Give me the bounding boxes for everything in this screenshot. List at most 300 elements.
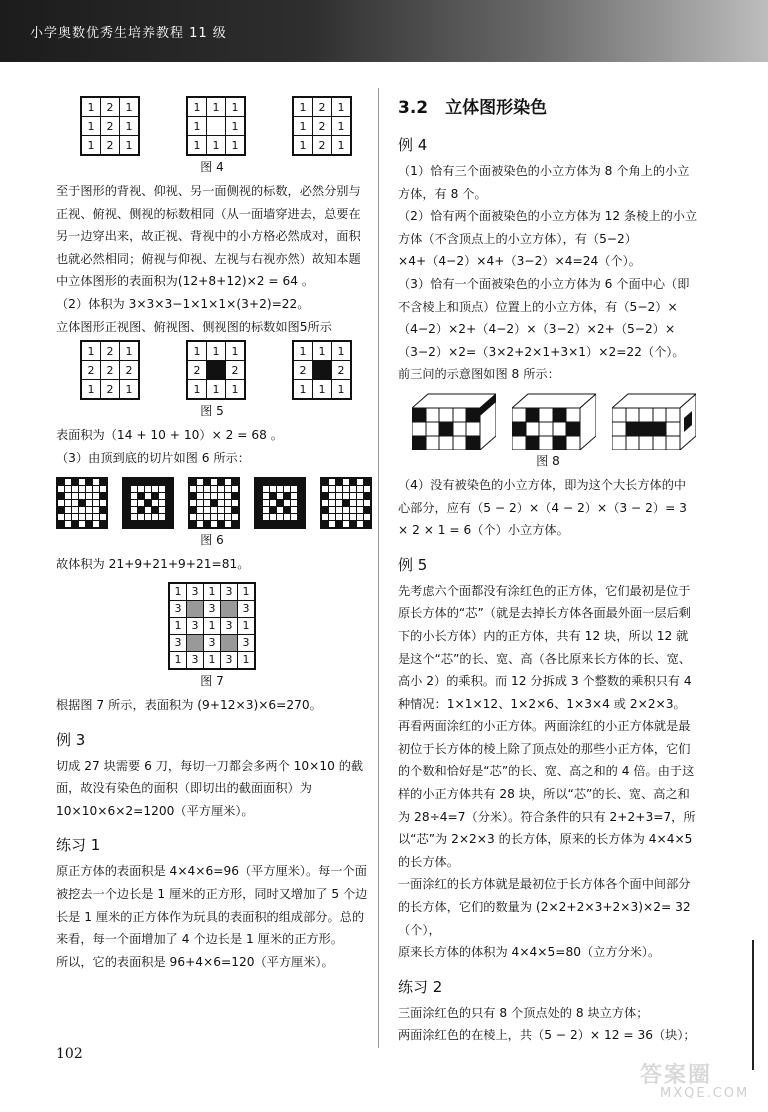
slice-cell (336, 514, 342, 520)
grid-cell: 1 (188, 117, 206, 135)
grid-cell: 1 (313, 380, 331, 398)
slice-cell (86, 514, 92, 520)
slice-cell (357, 507, 363, 513)
slice-cell (218, 493, 224, 499)
figure-4 (80, 96, 368, 156)
slice-cell (336, 500, 342, 506)
slice-cell (166, 493, 172, 499)
slice-cell (65, 521, 71, 527)
grid-cell: 2 (188, 361, 206, 379)
grid-cell: 2 (101, 117, 119, 135)
slice-cell (322, 514, 328, 520)
slice-cell (277, 514, 283, 520)
slice-cell (225, 500, 231, 506)
slice-cell (58, 507, 64, 513)
slice-cell (232, 521, 238, 527)
slice-cell (364, 500, 370, 506)
slice-cell (204, 479, 210, 485)
slice-cell (124, 521, 130, 527)
slice-cell (79, 500, 85, 506)
slice-cell (58, 479, 64, 485)
slice-cell (343, 521, 349, 527)
grid-cell: 1 (207, 380, 225, 398)
figure-5 (80, 340, 368, 400)
slice-cell (124, 493, 130, 499)
grid-cell: 1 (188, 136, 206, 154)
fig5-grid (292, 340, 352, 400)
paragraph: 原来长方体的体积为 4×4×5=80（立方分米）。 (398, 945, 661, 960)
slice-cell (343, 486, 349, 492)
slice-cell (93, 521, 99, 527)
slice-cell (190, 507, 196, 513)
grid-cell: 1 (226, 98, 244, 116)
grid-cell: 1 (188, 342, 206, 360)
slice-cell (86, 479, 92, 485)
slice-cell (322, 500, 328, 506)
slice-cell (270, 521, 276, 527)
slice-cell (263, 500, 269, 506)
slice-cell (211, 486, 217, 492)
paragraph: 立体图形正视图、俯视图、侧视图的标数如图5所示 (56, 319, 332, 334)
book-title: 小学奥数优秀生培养教程 11 级 (30, 26, 227, 41)
slice-grid (56, 477, 108, 529)
slice-cell (86, 500, 92, 506)
slice-cell (211, 507, 217, 513)
slice-cell (86, 493, 92, 499)
slice-cell (270, 493, 276, 499)
slice-cell (270, 507, 276, 513)
grid-cell: 1 (294, 98, 312, 116)
slice-cell (256, 493, 262, 499)
slice-cell (256, 514, 262, 520)
slice-cell (364, 507, 370, 513)
slice-cell (131, 493, 137, 499)
slice-cell (124, 507, 130, 513)
slice-cell (225, 493, 231, 499)
slice-cell (350, 500, 356, 506)
slice-cell (350, 486, 356, 492)
slice-cell (100, 500, 106, 506)
grid-cell: 2 (101, 342, 119, 360)
cuboid-diagram (512, 392, 596, 450)
slice-cell (298, 479, 304, 485)
paragraph: 表面积为（14 + 10 + 10）× 2 = 68 。 (56, 428, 283, 443)
slice-cell (322, 521, 328, 527)
slice-cell (218, 479, 224, 485)
slice-cell (336, 507, 342, 513)
cuboid-diagram (612, 392, 696, 450)
paragraph: （2）恰有两个面被染色的小立方体为 12 条棱上的小立方体（不含顶点上的小立方体），有（5−2）×4+（4−2）×4+（3−2）×4=24（个）。 (398, 209, 698, 269)
slice-cell (225, 507, 231, 513)
grid-cell (207, 361, 225, 379)
grid-cell: 1 (188, 380, 206, 398)
paragraph: 故体积为 21+9+21+9+21=81。 (56, 557, 250, 572)
slice-cell (79, 486, 85, 492)
grid-cell: 1 (332, 342, 350, 360)
slice-cell (225, 486, 231, 492)
slice-cell (131, 500, 137, 506)
slice-cell (124, 486, 130, 492)
fig4-grid (186, 96, 246, 156)
grid-cell: 2 (101, 136, 119, 154)
grid-cell (207, 117, 225, 135)
slice-cell (100, 521, 106, 527)
slice-cell (329, 500, 335, 506)
slice-cell (93, 507, 99, 513)
fig5-grid (80, 340, 140, 400)
grid-cell: 3 (221, 584, 237, 600)
grid-cell: 2 (313, 117, 331, 135)
grid-cell (187, 601, 203, 617)
slice-cell (58, 514, 64, 520)
right-column (398, 96, 698, 1047)
slice-cell (138, 500, 144, 506)
paragraph: （3）恰有一个面被染色的小立方体为 6 个面中心（即不含棱上和顶点）位置上的小立方体，有（5−2）×（4−2）×2+（4−2）×（3−2）×2+（5−2）×（3−2）×2=（3×2+2×1+3×1）×2=22（个）。 (398, 276, 690, 359)
slice-cell (131, 479, 137, 485)
slice-cell (357, 500, 363, 506)
slice-cell (232, 486, 238, 492)
fig4-grid (292, 96, 352, 156)
slice-cell (65, 514, 71, 520)
slice-cell (159, 521, 165, 527)
slice-cell (263, 486, 269, 492)
slice-cell (145, 493, 151, 499)
paragraph: 两面涂红色的在棱上，共（5 − 2）× 12 = 36（块）； (398, 1028, 696, 1043)
slice-cell (364, 493, 370, 499)
slice-cell (197, 493, 203, 499)
slice-cell (93, 514, 99, 520)
slice-cell (72, 507, 78, 513)
slice-grid (320, 477, 372, 529)
slice-cell (329, 521, 335, 527)
slice-cell (322, 479, 328, 485)
grid-cell: 3 (170, 601, 186, 617)
figure-8 (412, 392, 698, 450)
slice-cell (197, 514, 203, 520)
paragraph: （4）没有被染色的小立方体，即为这个大长方体的中心部分，应有（5 − 2）×（4 − 2）×（3 − 2）= 3 × 2 × 1 = 6（个）小立方体。 (398, 477, 687, 538)
grid-cell: 1 (120, 380, 138, 398)
slice-cell (225, 479, 231, 485)
slice-cell (100, 486, 106, 492)
left-column (56, 96, 368, 973)
slice-cell (131, 521, 137, 527)
slice-cell (166, 514, 172, 520)
grid-cell: 2 (101, 98, 119, 116)
slice-cell (357, 514, 363, 520)
slice-cell (145, 507, 151, 513)
slice-cell (232, 493, 238, 499)
slice-cell (277, 479, 283, 485)
slice-cell (322, 493, 328, 499)
slice-cell (72, 500, 78, 506)
slice-cell (152, 514, 158, 520)
slice-cell (152, 500, 158, 506)
slice-cell (190, 514, 196, 520)
example-3-title: 例 3 (56, 730, 86, 749)
slice-cell (86, 486, 92, 492)
slice-cell (166, 521, 172, 527)
page-number: 102 (56, 1046, 83, 1062)
slice-cell (291, 507, 297, 513)
grid-cell: 1 (294, 342, 312, 360)
grid-cell: 3 (238, 601, 254, 617)
grid-cell: 1 (207, 136, 225, 154)
grid-cell: 3 (187, 652, 203, 668)
grid-cell: 1 (332, 380, 350, 398)
slice-cell (329, 507, 335, 513)
fig4-grid (80, 96, 140, 156)
slice-cell (204, 521, 210, 527)
grid-cell: 2 (82, 361, 100, 379)
slice-cell (232, 500, 238, 506)
fig5-caption: 图 5 (200, 404, 224, 419)
grid-cell: 2 (313, 136, 331, 154)
practice-1-title: 练习 1 (56, 836, 101, 855)
grid-cell: 1 (238, 584, 254, 600)
slice-cell (256, 486, 262, 492)
slice-cell (284, 500, 290, 506)
slice-cell (277, 507, 283, 513)
slice-cell (322, 486, 328, 492)
slice-cell (124, 479, 130, 485)
slice-cell (277, 521, 283, 527)
grid-cell: 2 (313, 98, 331, 116)
slice-cell (190, 500, 196, 506)
slice-cell (298, 521, 304, 527)
figure-7 (56, 582, 368, 670)
slice-cell (277, 500, 283, 506)
slice-grid (254, 477, 306, 529)
grid-cell: 1 (332, 98, 350, 116)
slice-cell (291, 521, 297, 527)
slice-cell (72, 479, 78, 485)
grid-cell: 1 (170, 584, 186, 600)
slice-cell (138, 521, 144, 527)
watermark-url: MXQE.COM (660, 1086, 750, 1101)
slice-cell (86, 507, 92, 513)
slice-cell (93, 493, 99, 499)
slice-cell (159, 493, 165, 499)
slice-cell (204, 507, 210, 513)
slice-cell (277, 486, 283, 492)
slice-cell (263, 507, 269, 513)
slice-cell (364, 521, 370, 527)
slice-cell (350, 514, 356, 520)
grid-cell: 1 (238, 618, 254, 634)
grid-cell (313, 361, 331, 379)
grid-cell: 1 (120, 342, 138, 360)
slice-cell (322, 507, 328, 513)
grid-cell: 1 (82, 342, 100, 360)
slice-cell (256, 479, 262, 485)
slice-cell (145, 486, 151, 492)
slice-cell (336, 521, 342, 527)
slice-cell (197, 507, 203, 513)
slice-cell (166, 500, 172, 506)
paragraph: 至于图形的背视、仰视、另一面侧视的标数，必然分别与正视、俯视、侧视的标数相同（从一面墙穿进去，总要在另一边穿出来，故正视、背视中的小方格必然成对，面积也就必然相同；俯视与仰视、左视与右视亦然）故知本题中立体图形的表面积为(12+8+12)×2 = 64 。 (56, 184, 361, 289)
figure-6 (56, 477, 368, 529)
slice-cell (197, 500, 203, 506)
slice-cell (159, 514, 165, 520)
slice-cell (152, 486, 158, 492)
grid-cell: 3 (187, 618, 203, 634)
slice-cell (166, 507, 172, 513)
grid-cell: 1 (226, 342, 244, 360)
slice-grid (122, 477, 174, 529)
slice-cell (263, 493, 269, 499)
slice-cell (211, 493, 217, 499)
fig8-caption: 图 8 (536, 453, 560, 468)
paragraph: 切成 27 块需要 6 刀，每切一刀都会多两个 10×10 的截面，故没有染色的面积（即切出的截面面积）为 10×10×6×2=1200（平方厘米）。 (56, 758, 364, 818)
slice-cell (131, 486, 137, 492)
grid-cell: 1 (204, 584, 220, 600)
slice-cell (298, 514, 304, 520)
slice-cell (218, 514, 224, 520)
slice-cell (343, 479, 349, 485)
slice-cell (197, 521, 203, 527)
slice-cell (270, 500, 276, 506)
slice-cell (152, 521, 158, 527)
grid-cell: 1 (238, 652, 254, 668)
grid-cell: 1 (332, 136, 350, 154)
slice-cell (58, 500, 64, 506)
slice-cell (232, 479, 238, 485)
paragraph: （3）由顶到底的切片如图 6 所示： (56, 450, 250, 465)
slice-cell (72, 493, 78, 499)
grid-cell: 1 (82, 98, 100, 116)
slice-cell (100, 479, 106, 485)
grid-cell: 3 (204, 601, 220, 617)
slice-cell (357, 486, 363, 492)
slice-cell (350, 493, 356, 499)
slice-cell (197, 486, 203, 492)
slice-cell (232, 507, 238, 513)
paragraph: 三面涂红色的只有 8 个顶点处的 8 块立方体； (398, 1005, 649, 1020)
slice-cell (256, 521, 262, 527)
slice-cell (218, 500, 224, 506)
paragraph: 一面涂红的长方体就是最初位于长方体各个面中间部分的长方体，它们的数量为 (2×2+2×3+2×3)×2= 32（个）， (398, 877, 691, 937)
paragraph: （1）恰有三个面被染色的小立方体为 8 个角上的小立方体，有 8 个。 (398, 164, 690, 201)
paragraph: 所以，它的表面积是 96+4×6=120（平方厘米）。 (56, 954, 334, 969)
slice-cell (357, 521, 363, 527)
grid-cell: 3 (221, 652, 237, 668)
grid-cell: 1 (226, 380, 244, 398)
slice-cell (364, 479, 370, 485)
slice-cell (79, 479, 85, 485)
grid-cell: 3 (204, 635, 220, 651)
slice-cell (166, 486, 172, 492)
slice-cell (190, 493, 196, 499)
slice-cell (190, 479, 196, 485)
slice-cell (291, 514, 297, 520)
slice-cell (152, 507, 158, 513)
slice-cell (298, 507, 304, 513)
grid-cell (187, 635, 203, 651)
slice-cell (79, 521, 85, 527)
grid-cell (221, 635, 237, 651)
slice-cell (225, 514, 231, 520)
slice-cell (218, 521, 224, 527)
slice-cell (357, 493, 363, 499)
grid-cell: 1 (294, 117, 312, 135)
slice-cell (204, 493, 210, 499)
grid-cell: 2 (101, 361, 119, 379)
slice-cell (329, 486, 335, 492)
slice-cell (218, 486, 224, 492)
grid-cell: 1 (82, 136, 100, 154)
grid-cell: 1 (82, 117, 100, 135)
grid-cell: 2 (294, 361, 312, 379)
grid-cell: 3 (221, 618, 237, 634)
grid-cell: 1 (188, 98, 206, 116)
slice-cell (58, 493, 64, 499)
slice-cell (159, 486, 165, 492)
slice-cell (72, 514, 78, 520)
slice-cell (284, 493, 290, 499)
slice-cell (263, 479, 269, 485)
slice-cell (291, 479, 297, 485)
slice-cell (232, 514, 238, 520)
grid-cell: 1 (120, 98, 138, 116)
grid-cell: 2 (332, 361, 350, 379)
slice-cell (93, 500, 99, 506)
paragraph: 前三问的示意图如图 8 所示： (398, 367, 560, 382)
slice-cell (350, 521, 356, 527)
slice-cell (159, 500, 165, 506)
slice-cell (159, 479, 165, 485)
slice-cell (225, 521, 231, 527)
slice-cell (145, 479, 151, 485)
slice-cell (58, 486, 64, 492)
slice-cell (298, 493, 304, 499)
slice-cell (211, 521, 217, 527)
grid-cell: 3 (170, 635, 186, 651)
slice-cell (79, 514, 85, 520)
slice-cell (145, 521, 151, 527)
slice-cell (138, 479, 144, 485)
slice-cell (343, 514, 349, 520)
fig6-caption: 图 6 (200, 533, 224, 548)
slice-cell (336, 493, 342, 499)
grid-cell: 1 (207, 98, 225, 116)
slice-cell (65, 486, 71, 492)
slice-cell (65, 479, 71, 485)
fig7-caption: 图 7 (200, 673, 224, 688)
page-header (0, 0, 768, 62)
paragraph: 先考虑六个面都没有涂红色的正方体，它们最初是位于原长方体的“芯”（就是去掉长方体各面最外面一层后剩下的小长方体）内的正方体，共有 12 块，所以 12 就是这个“芯”的长、宽、高（各比原来长方体的长、宽、高小 2）的乘积。而 12 分拆成 3 个整数的乘积只有 4 种情况：1×1×12、1×2×6、1×3×4 或 2×2×3。 (398, 583, 692, 711)
slice-cell (100, 507, 106, 513)
slice-cell (291, 500, 297, 506)
slice-cell (263, 521, 269, 527)
slice-cell (298, 500, 304, 506)
fig4-caption: 图 4 (200, 160, 224, 174)
slice-cell (256, 500, 262, 506)
slice-cell (211, 514, 217, 520)
example-5-title: 例 5 (398, 555, 428, 574)
grid-cell: 1 (313, 342, 331, 360)
slice-cell (270, 514, 276, 520)
slice-cell (204, 486, 210, 492)
slice-cell (284, 507, 290, 513)
slice-cell (159, 507, 165, 513)
slice-cell (190, 521, 196, 527)
slice-cell (343, 507, 349, 513)
slice-cell (277, 493, 283, 499)
slice-cell (256, 507, 262, 513)
slice-cell (145, 514, 151, 520)
slice-cell (131, 507, 137, 513)
grid-cell: 1 (294, 380, 312, 398)
